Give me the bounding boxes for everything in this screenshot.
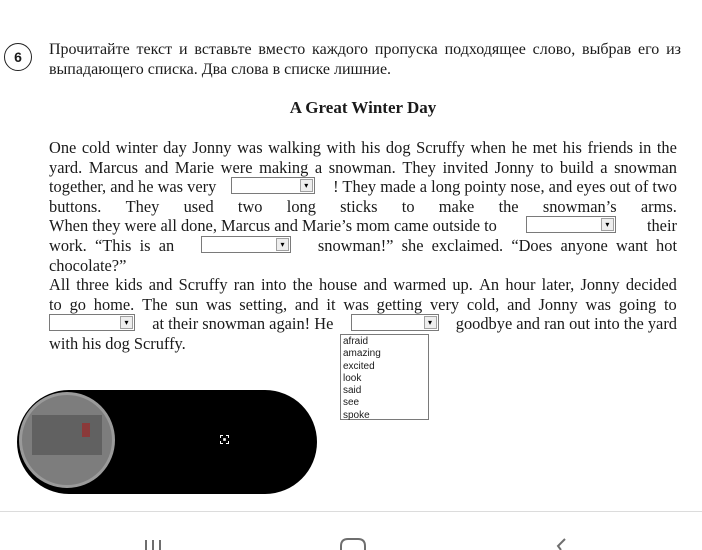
story-word: The [142,294,168,314]
story-word: yard. [49,157,83,177]
story-word: chocolate?” [49,255,127,275]
navigation-bar-divider [0,511,702,512]
story-line-6 [49,236,677,256]
dropdown-arrow-icon: ▾ [300,179,313,192]
story-word: Jonny [192,138,232,157]
story-word: a [314,157,323,177]
story-word: making [259,157,309,177]
dropdown-option[interactable]: see [343,397,360,409]
story-word: going [618,294,657,314]
story-text-segment: together, and he was very [49,177,217,197]
story-word: his [562,138,582,157]
story-word: met [532,138,558,157]
floating-video-overlay[interactable] [17,390,317,494]
story-word: with [49,333,79,353]
story-word: to [401,196,415,216]
story-word: the [292,275,313,295]
story-word: were [220,157,253,177]
story-line-7 [49,256,677,276]
gap-5-select[interactable] [351,314,439,331]
story-word: dog [105,333,130,353]
story-word: build [559,157,594,177]
story-word: cold, [466,294,500,314]
dropdown-arrow-icon: ▾ [120,316,133,329]
story-word: snowman. [328,157,396,177]
story-word: buttons. [49,196,102,216]
story-word: setting, [239,294,288,314]
story-word: Jonny [494,157,534,177]
story-word: and [294,294,319,314]
story-line-4 [49,197,677,217]
dropdown-option[interactable]: afraid [343,336,369,347]
story-word: in [638,138,652,157]
story-word: was [585,294,612,314]
gap-2-select[interactable] [526,216,616,233]
story-word: dog [385,138,411,157]
story-word: and [144,157,169,177]
story-word: was [205,294,232,314]
story-word: the [656,138,677,157]
gap-3-select[interactable] [201,236,291,253]
story-text [49,138,677,354]
story-line-10 [49,314,677,334]
story-word: to [664,294,677,314]
story-text-segment: work. “This is an [49,235,175,255]
video-thumbnail[interactable] [19,392,115,488]
story-word: it [326,294,336,314]
story-word: with [326,138,356,157]
dropdown-option[interactable]: amazing [343,348,381,360]
story-word: up. [452,275,473,295]
story-word: decided [625,275,677,295]
story-word: home. [93,294,135,314]
story-word: when [470,138,507,157]
story-line-1 [49,138,677,158]
story-word: a [600,157,608,177]
story-word: Jonny [538,294,578,314]
story-line-5 [49,216,677,236]
task-instruction: Прочитайте текст и вставьте вместо каждого пропуска подходящее слово, выбрав его из выпадающего списка. Два слова в списке лишние. [49,41,681,78]
story-word: sun [175,294,199,314]
story-text-segment: at their snowman again! He [152,314,334,334]
story-text-segment: goodbye and ran out into the yard [455,314,677,334]
story-word: later, [541,275,575,295]
story-word: snowman [614,157,677,177]
story-word: to [49,294,62,314]
story-line-9 [49,295,677,315]
story-word: walking [268,138,321,157]
story-word: into [260,275,287,295]
story-text-segment: When they were all done, Marcus and Marie’s mom came outside to [49,216,497,236]
story-word: Marcus [88,157,138,177]
story-word: Scruffy [178,275,228,295]
story-word: very [429,294,460,314]
dropdown-option[interactable]: said [343,385,362,397]
story-word: his [361,138,381,157]
story-line-8 [49,275,677,295]
story-title: A Great Winter Day [289,98,437,117]
gap-1-select[interactable] [231,177,315,194]
story-word: two [237,196,263,216]
story-word: sticks [340,196,378,216]
story-word: winter [115,138,158,157]
dropdown-arrow-icon: ▾ [276,238,289,251]
story-word: and [363,275,388,295]
story-word: he [511,138,528,157]
dropdown-option[interactable]: spoke [343,409,370,421]
recent-apps-icon[interactable] [138,536,168,550]
dropdown-arrow-icon: ▾ [424,316,437,329]
story-word: house [318,275,358,295]
story-word: They [125,196,160,216]
story-text-segment: ! They made a long pointy nose, and eyes out of two [333,177,677,197]
story-word: to [540,157,554,177]
story-word: Scruffy. [133,333,186,353]
story-word: his [82,333,102,353]
story-word: the [498,196,519,216]
story-word: used [183,196,214,216]
dropdown-option[interactable]: excited [343,360,375,372]
story-word: arms. [640,196,677,216]
thumbnail-preview [32,415,102,455]
story-line-2 [49,158,677,178]
story-word: getting [376,294,423,314]
story-word: snowman’s [542,196,617,216]
thumbnail-detail [82,423,90,437]
story-word: kids [115,275,143,295]
expand-icon[interactable] [220,435,229,444]
gap-4-select[interactable] [49,314,135,331]
home-icon[interactable] [338,536,368,550]
story-word: friends [587,138,633,157]
story-word: three [76,275,109,295]
gap-5-dropdown-list [340,334,429,420]
story-word: warmed [393,275,447,295]
story-word: One [49,138,77,157]
story-word: make [438,196,475,216]
story-word: Jonny [580,275,620,295]
dropdown-arrow-icon: ▾ [601,218,614,231]
story-word: was [343,294,369,314]
story-word: Marie [174,157,215,177]
story-word: long [286,196,316,216]
story-text-segment: their [646,216,677,236]
story-word: go [69,294,86,314]
story-word: and [148,275,173,295]
story-word: ran [233,275,255,295]
dropdown-option[interactable]: look [343,372,362,384]
story-word: An [479,275,500,295]
story-word: was [237,138,263,157]
story-word: cold [81,138,111,157]
story-word: and [507,294,531,314]
story-word: All [49,275,70,295]
back-icon[interactable] [545,536,575,550]
story-text-segment: snowman!” she exclaimed. “Does anyone want hot [317,235,677,255]
story-word: They [402,157,437,177]
story-line-3 [49,177,677,197]
story-word: hour [505,275,536,295]
story-word: Scruffy [416,138,465,157]
story-word: invited [442,157,489,177]
task-number-badge: 6 [4,43,32,71]
story-word: day [163,138,187,157]
